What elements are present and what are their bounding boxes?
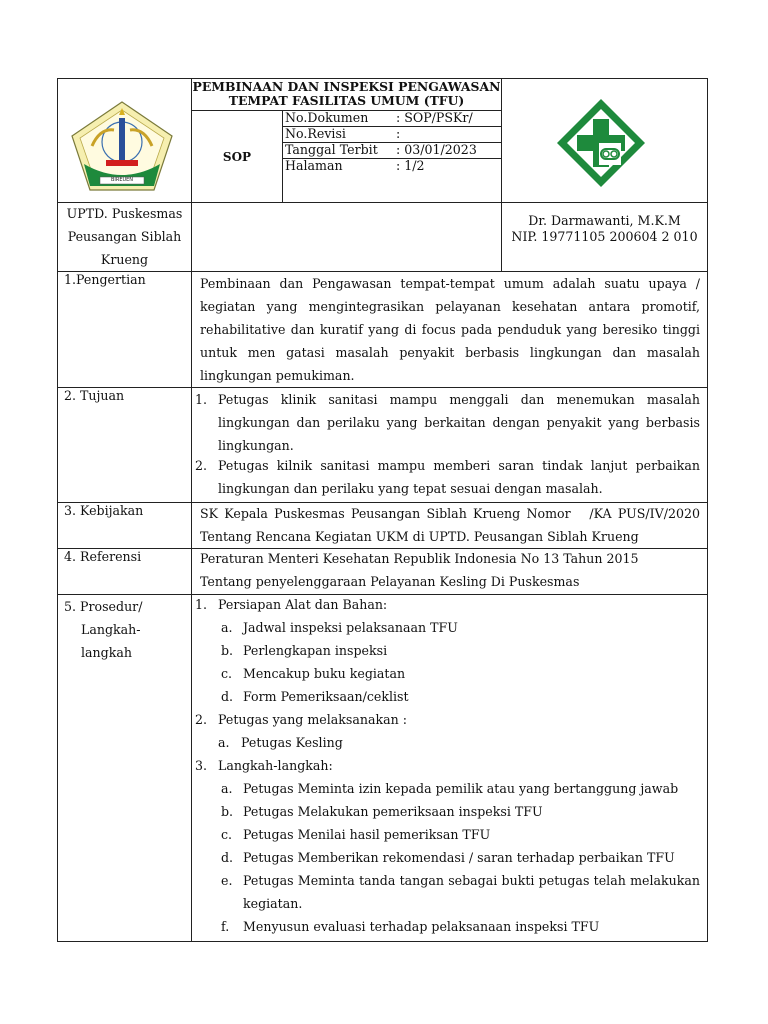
item-text: Petugas Menilai hasil pemeriksan TFU (243, 827, 491, 842)
item-letter: d. (221, 850, 234, 865)
list-item-line: lingkungan dan perilaku yang tepat sesuai dengan masalah. (218, 481, 603, 496)
referensi-text (200, 547, 700, 593)
meta-label: Halaman (285, 158, 343, 173)
meta-value: : 03/01/2023 (396, 142, 477, 157)
step-title: Petugas yang melaksanakan : (218, 712, 408, 727)
item-letter: a. (221, 620, 233, 635)
paragraph-line: Tentang Rencana Kegiatan UKM di UPTD. Peusangan Siblah Krueng (200, 529, 639, 544)
document-title (192, 80, 501, 108)
paragraph-line: SK Kepala Puskesmas Peusangan Siblah Krueng Nomor /KA PUS/IV/2020 (200, 506, 700, 521)
item-letter: a. (221, 781, 233, 796)
org-line: UPTD. Puskesmas (66, 206, 183, 221)
step-number: 2. (195, 712, 208, 727)
meta-label: No.Revisi (285, 126, 346, 141)
item-letter: d. (221, 689, 234, 704)
list-item (218, 454, 700, 500)
item-text: Petugas Kesling (241, 735, 343, 750)
paragraph-line: lingkungan pemukiman. (200, 368, 355, 383)
step-number: 1. (195, 597, 208, 612)
signer-block (502, 213, 707, 245)
item-letter: c. (221, 827, 233, 842)
org-line: Peusangan Siblah (67, 229, 182, 244)
pengertian-text (200, 272, 700, 387)
item-letter: c. (221, 666, 233, 681)
list-item-line: lingkungan. (218, 438, 294, 453)
paragraph-line: rehabilitative dan kuratif yang di focus pada penduduk yang beresiko tinggi (200, 322, 700, 337)
item-text: Menyusun evaluasi terhadap pelaksanaan inspeksi TFU (243, 919, 600, 934)
label-line: 5. Prosedur/ (64, 599, 143, 614)
item-letter: e. (221, 873, 233, 888)
sop-label: SOP (222, 150, 252, 164)
step-title: Langkah-langkah: (218, 758, 333, 773)
list-number: 1. (195, 392, 208, 407)
item-text: Perlengkapan inspeksi (243, 643, 388, 658)
meta-value: : (396, 126, 401, 141)
logo-caption: BIREUEN (110, 177, 134, 183)
title-line-2: TEMPAT FASILITAS UMUM (TFU) (228, 93, 465, 108)
section-label-referensi: 4. Referensi (64, 549, 142, 564)
meta-value: : SOP/PSKr/ (396, 110, 473, 125)
item-letter: f. (221, 919, 230, 934)
list-item-line: lingkungan dan perilaku yang berkaitan dengan penyakit yang berbasis (218, 415, 700, 430)
item-line: Petugas Meminta tanda tangan sebagai bukti petugas telah melakukan (243, 873, 700, 888)
item-text: Petugas Meminta izin kepada pemilik atau yang bertanggung jawab (243, 781, 679, 796)
section-label-pengertian: 1.Pengertian (64, 272, 146, 287)
list-item-line: Petugas klinik sanitasi mampu menggali dan menemukan masalah (218, 392, 700, 407)
paragraph-line: Pembinaan dan Pengawasan tempat-tempat umum adalah suatu upaya / (200, 276, 700, 291)
label-line: Langkah- (81, 622, 141, 637)
item-letter: b. (221, 643, 234, 658)
item-text: Petugas Memberikan rekomendasi / saran terhadap perbaikan TFU (243, 850, 675, 865)
step-title: Persiapan Alat dan Bahan: (218, 597, 388, 612)
signer-name: Dr. Darmawanti, M.K.M (528, 213, 681, 228)
signer-nip: NIP. 19771105 200604 2 010 (511, 229, 698, 244)
title-line-1: PEMBINAAN DAN INSPEKSI PENGAWASAN (192, 79, 501, 94)
list-item-line: Petugas kilnik sanitasi mampu memberi saran tindak lanjut perbaikan (218, 458, 700, 473)
bireuen-logo (70, 100, 174, 192)
label-line: langkah (81, 645, 132, 660)
item-text (243, 869, 700, 915)
meta-value: : 1/2 (396, 158, 425, 173)
item-text: Form Pemeriksaan/ceklist (243, 689, 409, 704)
section-label-prosedur (64, 595, 142, 664)
paragraph-line: Tentang penyelenggaraan Pelayanan Kesling Di Puskesmas (200, 574, 580, 589)
section-label-kebijakan: 3. Kebijakan (64, 503, 144, 518)
list-number: 2. (195, 458, 208, 473)
step-number: 3. (195, 758, 208, 773)
puskesmas-logo (555, 97, 647, 189)
meta-label: No.Dokumen (285, 110, 369, 125)
item-letter: a. (218, 735, 230, 750)
meta-label: Tanggal Terbit (285, 142, 378, 157)
organization-name (58, 202, 191, 271)
list-item (218, 388, 700, 457)
item-text: Jadwal inspeksi pelaksanaan TFU (243, 620, 458, 635)
paragraph-line: untuk men gatasi masalah penyakit berbasis lingkungan dan masalah (200, 345, 700, 360)
item-letter: b. (221, 804, 234, 819)
org-line: Krueng (100, 252, 149, 267)
item-text: Mencakup buku kegiatan (243, 666, 406, 681)
paragraph-line: Peraturan Menteri Kesehatan Republik Indonesia No 13 Tahun 2015 (200, 551, 639, 566)
item-text: Petugas Melakukan pemeriksaan inspeksi TFU (243, 804, 543, 819)
section-label-tujuan: 2. Tujuan (64, 388, 125, 403)
item-line: kegiatan. (243, 896, 303, 911)
kebijakan-text (200, 502, 700, 548)
paragraph-line: kegiatan yang mengintegrasikan pelayanan kesehatan antara promotif, (200, 299, 700, 314)
